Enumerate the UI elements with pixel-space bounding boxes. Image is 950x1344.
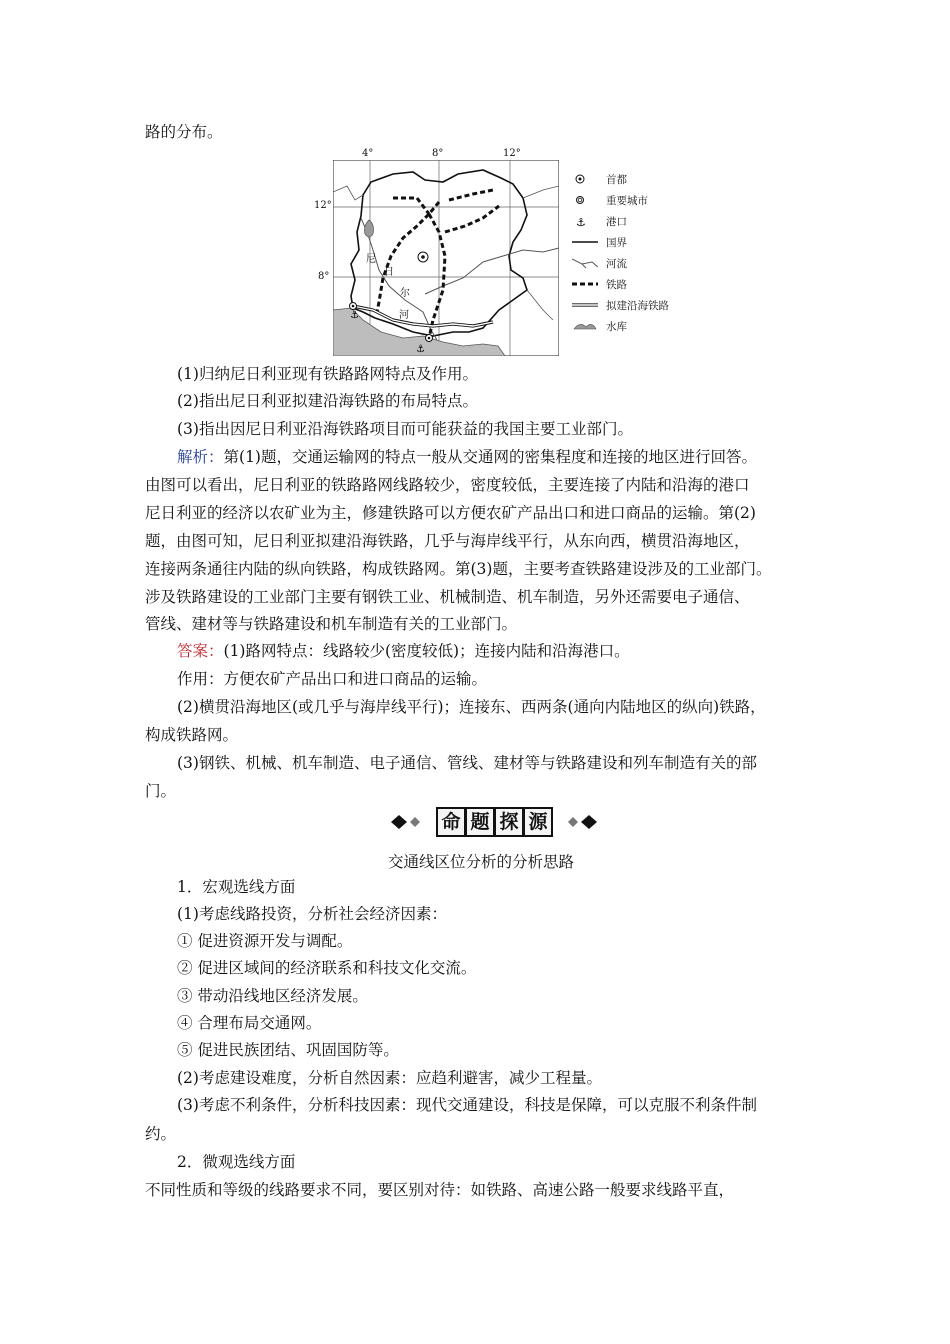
banner-char: 命: [436, 807, 466, 837]
svg-text:⚓: ⚓: [416, 344, 425, 355]
text-line: 路的分布。: [145, 123, 223, 141]
river-label-char: 河: [399, 310, 409, 321]
analysis-line: 涉及铁路建设的工业部门主要有钢铁工业、机械制造、机车制造，另外还需要电子通信、: [145, 588, 750, 606]
banner-char: 源: [523, 807, 553, 837]
question-2: (2)指出尼日利亚拟建沿海铁路的布局特点。: [177, 392, 478, 410]
section-line: 不同性质和等级的线路要求不同，要区别对待：如铁路、高速公路一般要求线路平直，: [145, 1181, 735, 1199]
diamond-decoration-icon: [390, 814, 430, 830]
lon-label-4: 4°: [362, 148, 374, 159]
section-line: ② 促进区域间的经济联系和科技文化交流。: [177, 959, 477, 977]
analysis-line: 题，由图可知，尼日利亚拟建沿海铁路，几乎与海岸线平行，从东向西，横贯沿海地区，: [145, 532, 750, 550]
section-line: ③ 带动沿线地区经济发展。: [177, 987, 368, 1005]
legend-label: 水库: [606, 320, 627, 333]
city-icon: [572, 193, 600, 207]
answer-line: (3)钢铁、机械、机车制造、电子通信、管线、建材等与铁路建设和列车制造有关的部: [177, 754, 757, 772]
question-1: (1)归纳尼日利亚现有铁路路网特点及作用。: [177, 365, 478, 383]
capital-icon: [572, 172, 600, 186]
legend-item: [572, 254, 627, 272]
legend-item: [572, 275, 627, 293]
answer-text: (1)路网特点：线路较少(密度较低)；连接内陆和沿海港口。: [223, 642, 630, 660]
section-title: 交通线区位分析的分析思路: [387, 853, 574, 871]
legend-item: [572, 296, 669, 314]
railway-icon: [572, 277, 600, 291]
banner-char: 探: [494, 807, 524, 837]
section-line: 约。: [145, 1125, 177, 1143]
analysis-line: 管线、建材等与铁路建设和机车制造有关的工业部门。: [145, 615, 518, 633]
answer-line: (2)横贯沿海地区(或几乎与海岸线平行)；连接东、西两条(通向内陆地区的纵向)铁路，: [177, 698, 766, 716]
legend-item: [572, 233, 627, 251]
section-line: ① 促进资源开发与调配。: [177, 932, 353, 950]
legend-label: 河流: [606, 257, 627, 270]
legend-item: [572, 212, 627, 230]
legend-label: 首都: [606, 173, 627, 186]
analysis-line: 尼日利亚的经济以农矿业为主，修建铁路可以方便农矿产品出口和进口商品的运输。第(2): [145, 504, 756, 522]
section-line: (1)考虑线路投资，分析社会经济因素：: [177, 905, 447, 923]
section-line: (3)考虑不利条件，分析科技因素：现代交通建设，科技是保障，可以克服不利条件制: [177, 1096, 757, 1114]
river-label-char: 尼: [366, 254, 376, 265]
analysis-line: 连接两条通往内陆的纵向铁路，构成铁路网。第(3)题，主要考查铁路建设涉及的工业部门。: [145, 560, 772, 578]
section-banner: [390, 807, 600, 837]
answer-line: 作用：方便农矿产品出口和进口商品的运输。: [177, 670, 488, 688]
section-line: (2)考虑建设难度，分析自然因素：应趋利避害，减少工程量。: [177, 1069, 602, 1087]
answer-line: 构成铁路网。: [145, 726, 239, 744]
proposed-railway-icon: [572, 298, 600, 312]
river-icon: [572, 256, 600, 270]
banner-char: 题: [465, 807, 495, 837]
legend-label: 拟建沿海铁路: [606, 299, 669, 312]
svg-text:⚓: ⚓: [576, 216, 586, 228]
legend-label: 港口: [606, 215, 627, 228]
legend-label: 铁路: [606, 278, 627, 291]
section-line: 1．宏观选线方面: [177, 878, 296, 896]
answer-label: 答案：: [177, 642, 224, 660]
section-line: 2．微观选线方面: [177, 1153, 296, 1171]
answer-first-line: [177, 641, 849, 661]
legend-label: 重要城市: [606, 194, 648, 207]
section-line: ⑤ 促进民族团结、巩固国防等。: [177, 1041, 399, 1059]
border-icon: [572, 235, 600, 249]
section-line: ④ 合理布局交通网。: [177, 1014, 322, 1032]
answer-line: 门。: [145, 782, 177, 800]
svg-text:⚓: ⚓: [350, 310, 359, 321]
lon-label-8: 8°: [432, 148, 444, 159]
legend-item: [572, 317, 627, 335]
question-3: (3)指出因尼日利亚沿海铁路项目而可能获益的我国主要工业部门。: [177, 420, 633, 438]
port-icon: [572, 214, 600, 228]
lat-label-12: 12°: [314, 200, 332, 211]
analysis-line: 由图可以看出，尼日利亚的铁路路网线路较少，密度较低，主要连接了内陆和沿海的港口: [145, 476, 750, 494]
legend-item: [572, 170, 627, 188]
diamond-decoration-icon: [558, 814, 598, 830]
lon-label-12: 12°: [503, 148, 521, 159]
analysis-label: 解析：: [177, 448, 224, 466]
legend-label: 国界: [606, 236, 627, 249]
analysis-text: 第(1)题，交通运输网的特点一般从交通网的密集程度和连接的地区进行回答。: [223, 448, 757, 466]
legend-item: [572, 191, 648, 209]
river-label-char: 尔: [400, 288, 410, 299]
reservoir-icon: [572, 319, 600, 333]
analysis-first-line: [177, 447, 849, 467]
river-label-char: 日: [384, 267, 394, 278]
lat-label-8: 8°: [318, 271, 330, 282]
